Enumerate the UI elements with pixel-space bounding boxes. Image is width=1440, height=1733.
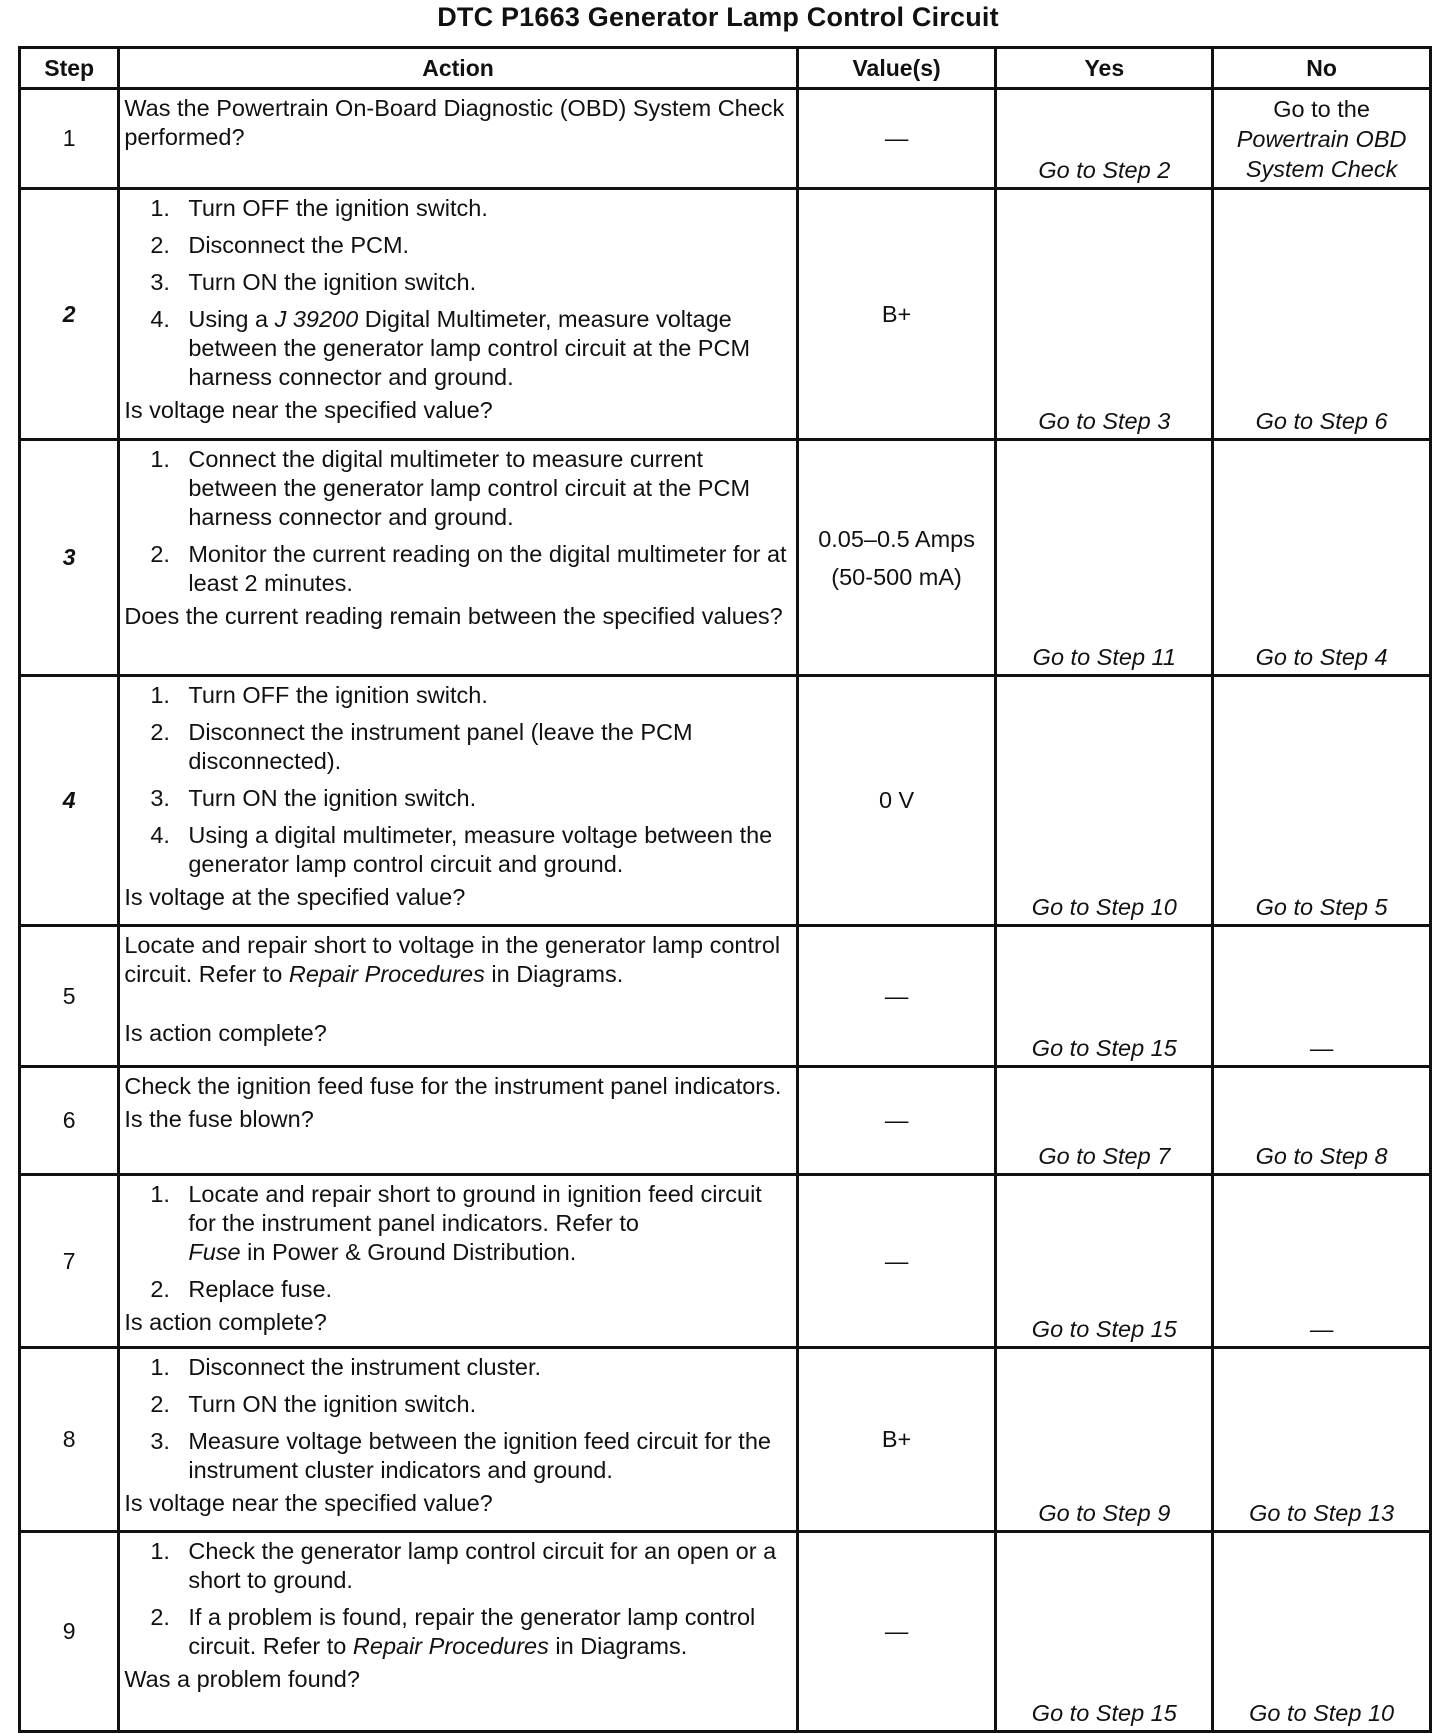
list-item-text: Turn OFF the ignition switch.: [188, 682, 488, 708]
list-item: 3. Turn ON the ignition switch.: [150, 269, 477, 295]
table-row-step-2: [20, 189, 1431, 440]
yes-goto: Go to Step 3: [1038, 408, 1171, 434]
step-number: 2: [20, 189, 119, 440]
no-dash: —: [1309, 1035, 1334, 1061]
action-question: Was a problem found?: [124, 1666, 360, 1692]
list-item-text: Locate and repair short to ground in ignition feed circuit for the instrument panel indicators. Refer to: [188, 1181, 762, 1236]
value-cell: —: [797, 1175, 996, 1348]
table-row-step-7: [20, 1175, 1431, 1348]
step-number: 7: [20, 1175, 119, 1348]
list-item: 3. Measure voltage between the ignition feed circuit for the instrument cluster indicators and ground.: [150, 1428, 771, 1483]
list-item-text: Connect the digital multimeter to measure current between the generator lamp control circuit at the PCM harness connector and ground.: [188, 446, 751, 530]
list-item-text: Disconnect the PCM.: [188, 232, 410, 258]
no-goto: Go to Step 10: [1249, 1700, 1395, 1726]
step-number: 8: [20, 1348, 119, 1532]
value-cell: —: [797, 1532, 996, 1732]
action-reference: Repair Procedures: [288, 961, 485, 987]
list-item: 2. Disconnect the PCM.: [150, 232, 410, 258]
list-item: 4. Using a digital multimeter, measure voltage between the generator lamp control circuit and ground.: [150, 822, 773, 877]
list-item: 2. Monitor the current reading on the digital multimeter for at least 2 minutes.: [150, 541, 787, 596]
yes-goto: Go to Step 2: [1038, 157, 1171, 183]
table-row-step-9: [20, 1532, 1431, 1732]
no-goto: Go to Step 5: [1255, 894, 1388, 920]
list-item: 1. Locate and repair short to ground in ignition feed circuit for the instrument panel indicators. Refer to Fuse in Power & Ground Distribution.: [150, 1181, 762, 1265]
action-cell: [119, 1532, 797, 1732]
header-no: No: [1213, 48, 1431, 89]
no-cell: [1213, 1532, 1431, 1732]
list-item-text-end: in Power & Ground Distribution.: [247, 1239, 577, 1265]
action-text: Was the Powertrain On-Board Diagnostic (OBD) System Check performed?: [124, 95, 785, 150]
table-row-step-4: [20, 676, 1431, 926]
list-item-text: Using a digital multimeter, measure voltage between the generator lamp control circuit and ground.: [188, 822, 773, 877]
action-question: Is the fuse blown?: [124, 1106, 314, 1132]
value-cell: B+: [797, 189, 996, 440]
list-item: 2. If a problem is found, repair the generator lamp control circuit. Refer to Repair Procedures in Diagrams.: [150, 1604, 756, 1659]
no-cell: [1213, 440, 1431, 676]
table-row-step-1: [20, 89, 1431, 189]
action-list: [124, 1353, 787, 1485]
action-cell: [119, 189, 797, 440]
list-item: 1. Connect the digital multimeter to measure current between the generator lamp control circuit at the PCM harness connector and ground.: [150, 446, 751, 530]
list-item: 3. Turn ON the ignition switch.: [150, 785, 477, 811]
no-goto: Go to Step 8: [1255, 1143, 1388, 1169]
table-row-step-3: [20, 440, 1431, 676]
action-text: Check the ignition feed fuse for the instrument panel indicators.: [124, 1073, 782, 1099]
yes-goto: Go to Step 10: [1031, 894, 1177, 920]
list-item: 1. Check the generator lamp control circuit for an open or a short to ground.: [150, 1538, 777, 1593]
list-item: 1. Turn OFF the ignition switch.: [150, 682, 488, 708]
yes-cell: [996, 440, 1213, 676]
action-question: Does the current reading remain between the specified values?: [124, 603, 783, 629]
list-item-text: Turn OFF the ignition switch.: [188, 195, 488, 221]
action-list: [124, 1180, 787, 1304]
table-row-step-6: [20, 1067, 1431, 1175]
no-dash: —: [1309, 1316, 1334, 1342]
action-cell: [119, 926, 797, 1067]
action-question: Is voltage near the specified value?: [124, 397, 493, 423]
no-cell: [1213, 926, 1431, 1067]
action-list: [124, 681, 787, 879]
header-values: Value(s): [797, 48, 996, 89]
yes-cell: [996, 189, 1213, 440]
yes-cell: [996, 926, 1213, 1067]
no-goto-target: Powertrain OBD System Check: [1236, 126, 1407, 182]
list-item: 2. Disconnect the instrument panel (leave the PCM disconnected).: [150, 719, 693, 774]
value-cell: 0 V: [797, 676, 996, 926]
list-item: 4. Using a J 39200 Digital Multimeter, measure voltage between the generator lamp control circuit at the PCM harness connector and ground.: [150, 306, 751, 390]
list-item-text: Turn ON the ignition switch.: [188, 785, 477, 811]
value-amps: 0.05–0.5 Amps: [818, 525, 975, 552]
value-cell: —: [797, 89, 996, 189]
list-item: 1. Turn OFF the ignition switch.: [150, 195, 488, 221]
yes-cell: [996, 1348, 1213, 1532]
value-cell: —: [797, 926, 996, 1067]
yes-cell: [996, 1532, 1213, 1732]
list-item: 1. Disconnect the instrument cluster.: [150, 1354, 542, 1380]
action-text-end: in Diagrams.: [491, 961, 624, 987]
step-number: 5: [20, 926, 119, 1067]
no-cell: [1213, 89, 1431, 189]
action-cell: [119, 676, 797, 926]
yes-goto: Go to Step 9: [1038, 1500, 1171, 1526]
action-list: [124, 1537, 787, 1661]
header-action: Action: [119, 48, 797, 89]
action-reference: Repair Procedures: [352, 1633, 549, 1659]
step-number: 9: [20, 1532, 119, 1732]
header-step: Step: [20, 48, 119, 89]
page-title: DTC P1663 Generator Lamp Control Circuit: [437, 2, 999, 32]
no-goto: Go to Step 13: [1249, 1500, 1395, 1526]
step-number: 1: [20, 89, 119, 189]
value-cell: —: [797, 1067, 996, 1175]
table-row-step-5: [20, 926, 1431, 1067]
list-item-text: Disconnect the instrument panel (leave the PCM disconnected).: [188, 719, 693, 774]
action-list: [124, 445, 787, 598]
tool-reference: J 39200: [274, 306, 359, 332]
value-cell: [797, 440, 996, 676]
yes-goto: Go to Step 15: [1031, 1700, 1177, 1726]
no-cell: [1213, 1067, 1431, 1175]
table-row-step-8: [20, 1348, 1431, 1532]
list-item-text: Turn ON the ignition switch.: [188, 269, 477, 295]
value-cell: B+: [797, 1348, 996, 1532]
no-goto-prefix: Go to the: [1273, 96, 1370, 122]
action-question: Is voltage at the specified value?: [124, 884, 466, 910]
list-item-text-end: in Diagrams.: [555, 1633, 688, 1659]
step-number: 4: [20, 676, 119, 926]
no-cell: [1213, 189, 1431, 440]
action-reference: Fuse: [188, 1239, 241, 1265]
yes-goto: Go to Step 7: [1038, 1143, 1171, 1169]
list-item-text: Using a J 39200 Digital Multimeter, measure voltage between the generator lamp control circuit at the PCM harness connector and ground.: [188, 306, 751, 390]
yes-cell: [996, 676, 1213, 926]
list-item-text: Measure voltage between the ignition feed circuit for the instrument cluster indicators and ground.: [188, 1428, 771, 1483]
list-item-text: Turn ON the ignition switch.: [188, 1391, 477, 1417]
yes-cell: [996, 1067, 1213, 1175]
action-cell: [119, 1175, 797, 1348]
action-cell: [119, 1348, 797, 1532]
yes-goto: Go to Step 15: [1031, 1035, 1177, 1061]
step-number: 3: [20, 440, 119, 676]
no-cell: [1213, 676, 1431, 926]
list-item-text: Replace fuse.: [188, 1276, 333, 1302]
list-item: 2. Replace fuse.: [150, 1276, 333, 1302]
yes-goto: Go to Step 11: [1032, 644, 1176, 670]
list-item-text: Monitor the current reading on the digital multimeter for at least 2 minutes.: [188, 541, 787, 596]
no-cell: [1213, 1348, 1431, 1532]
list-item-text: Check the generator lamp control circuit for an open or a short to ground.: [188, 1538, 777, 1593]
header-row: [20, 48, 1431, 89]
list-item: 2. Turn ON the ignition switch.: [150, 1391, 477, 1417]
action-question: Is voltage near the specified value?: [124, 1490, 493, 1516]
action-cell: [119, 1067, 797, 1175]
no-cell: [1213, 1175, 1431, 1348]
action-list: [124, 194, 787, 392]
no-goto: Go to Step 6: [1255, 408, 1388, 434]
action-cell: [119, 89, 797, 189]
value-milliamps: (50-500 mA): [831, 563, 962, 590]
yes-cell: [996, 1175, 1213, 1348]
no-goto: Go to Step 4: [1255, 644, 1388, 670]
action-question: Is action complete?: [124, 1020, 327, 1046]
header-yes: Yes: [996, 48, 1213, 89]
yes-goto: Go to Step 15: [1031, 1316, 1177, 1342]
list-item-text: Disconnect the instrument cluster.: [188, 1354, 542, 1380]
action-text: Locate and repair short to voltage in the generator lamp control circuit. Refer to: [124, 932, 781, 987]
action-question: Is action complete?: [124, 1309, 327, 1335]
list-item-text: If a problem is found, repair the generator lamp control circuit. Refer to: [188, 1604, 756, 1659]
step-number: 6: [20, 1067, 119, 1175]
yes-cell: [996, 89, 1213, 189]
action-cell: [119, 440, 797, 676]
diagnostic-table: [18, 46, 1432, 1733]
